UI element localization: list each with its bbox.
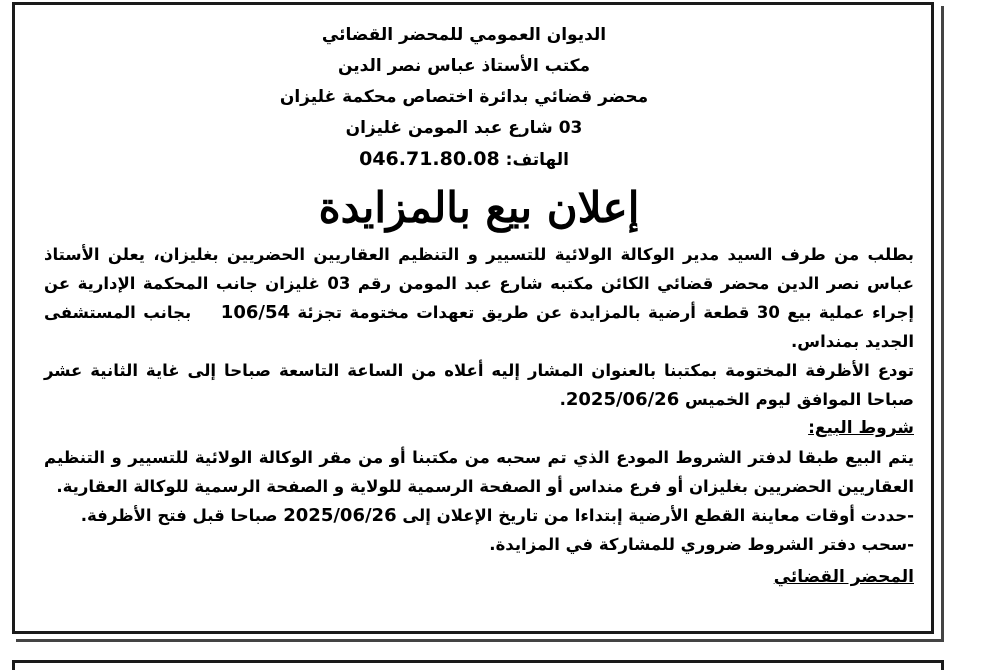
inspection-end-date: 2025/06/26 [283,505,397,526]
notice-title: إعلان بيع بالمزايدة [318,183,640,232]
deposit-paragraph [44,356,914,414]
signature: المحضر القضائي [773,567,914,587]
phone-number: 046.71.80.08 [359,148,500,170]
bailiff-office: مكتب الأستاذ عباس نصر الدين [337,56,591,76]
jurisdiction: محضر قضائي بدائرة اختصاص محكمة غليزان [279,87,649,107]
office-address: 03 شارع عبد المومن غليزان [345,118,583,138]
office-name: الديوان العمومي للمحضر القضائي [321,25,607,45]
announcement-text: بطلب من طرف السيد مدير الوكالة الولائية للتسيير و التنظيم العقاريين الحضريين بغليزان، يعلن الأستاذ عباس نصر الدين محضر قضائي الكائن مكتبه شارع عبد المومن رقم 03 غليزان جانب المحكمة الإدارية عن إجراء عملية بيع 30 قطعة أرضية بالمزايدة عن طريق تعهدات مختومة تجزئة [44,245,914,322]
deposit-date: 2025/06/26 [565,389,680,410]
next-notice-frame-edge [12,660,944,670]
deposit-period: . [559,390,566,409]
phone-line [44,144,884,176]
condition-3: -سحب دفتر الشروط ضروري للمشاركة في المزايدة. [489,535,914,554]
condition-2-text: -حددت أوقات معاينة القطع الأرضية إبتداءا من تاريخ الإعلان إلى [402,506,914,525]
condition-2 [44,501,914,530]
phone-label: الهاتف: [505,150,569,170]
frame-shadow-right [941,6,944,642]
deposit-text: تودع الأظرفة المختومة بمكتبنا بالعنوان المشار إليه أعلاه من الساعة التاسعة صباحا إلى غاية الثانية عشر صباحا الموافق ليوم الخميس [44,361,914,409]
condition-2-end: صباحا قبل فتح الأظرفة. [80,506,278,525]
notice-header [44,20,914,176]
frame-shadow-bottom [16,639,944,642]
sale-announcement-paragraph [44,240,914,356]
announcement-location: بجانب المستشفى الجديد بمنداس. [44,303,914,351]
notice-content [44,20,914,592]
conditions-heading: شروط البيع: [808,418,914,438]
condition-1: يتم البيع طبقا لدفتر الشروط المودع الذي تم سحبه من مكتبنا أو من مقر الوكالة الولائية للتسيير و التنظيم العقاريين الحضريين بغليزان أو فرع منداس أو الصفحة الرسمية للولاية و الصفحة الرسمية للوكالة العقارية. [44,448,914,496]
lot-number: 106/54 [220,302,290,323]
